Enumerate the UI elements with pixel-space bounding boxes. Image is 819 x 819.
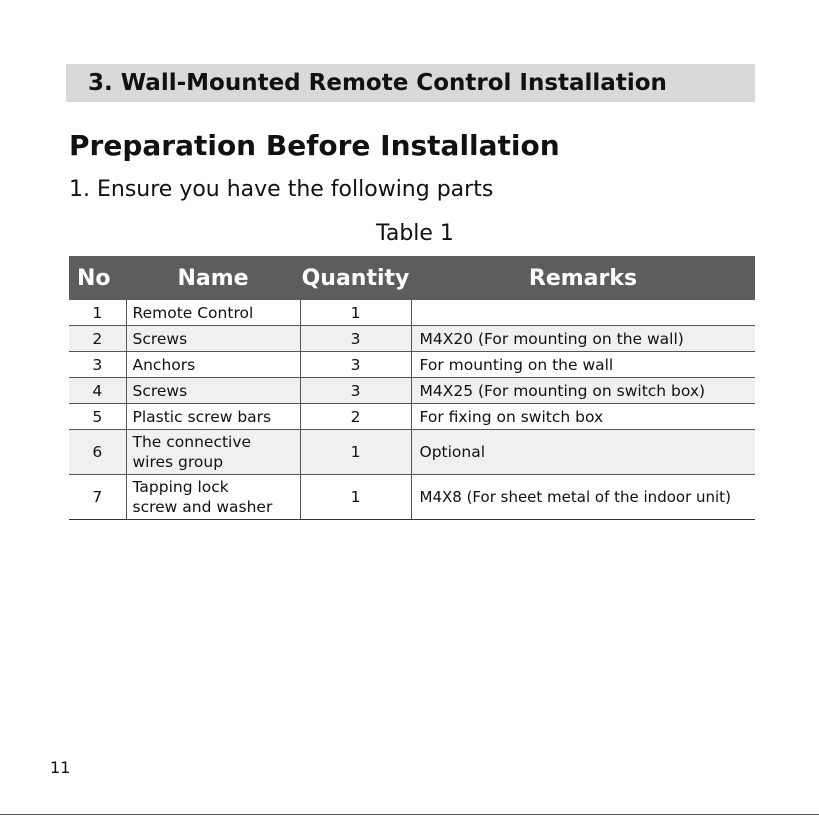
header-quantity: Quantity	[300, 256, 411, 300]
cell-remarks: M4X25 (For mounting on switch box)	[411, 378, 755, 404]
page-heading: Preparation Before Installation	[69, 129, 560, 162]
table-row	[69, 326, 755, 352]
table-row	[69, 378, 755, 404]
cell-no: 1	[69, 300, 126, 326]
cell-no: 6	[69, 430, 126, 475]
cell-remarks: M4X20 (For mounting on the wall)	[411, 326, 755, 352]
cell-quantity: 3	[300, 378, 411, 404]
table-header-row	[69, 256, 755, 300]
table-row	[69, 404, 755, 430]
cell-quantity: 1	[300, 475, 411, 520]
cell-name-line: wires group	[132, 453, 224, 471]
cell-name: Remote Control	[126, 300, 300, 326]
cell-quantity: 1	[300, 430, 411, 475]
cell-no: 3	[69, 352, 126, 378]
cell-name-line: screw and washer	[132, 498, 273, 516]
cell-remarks: M4X8 (For sheet metal of the indoor unit)	[411, 475, 755, 520]
cell-name: Screws	[126, 326, 300, 352]
cell-no: 5	[69, 404, 126, 430]
cell-name: Plastic screw bars	[126, 404, 300, 430]
step-1-text: 1. Ensure you have the following parts	[69, 177, 494, 202]
cell-remarks: Optional	[411, 430, 755, 475]
cell-remarks	[411, 300, 755, 326]
cell-quantity: 3	[300, 326, 411, 352]
header-no: No	[69, 256, 126, 300]
header-remarks: Remarks	[411, 256, 755, 300]
cell-no: 2	[69, 326, 126, 352]
header-name: Name	[126, 256, 300, 300]
cell-name: Anchors	[126, 352, 300, 378]
table-row	[69, 430, 755, 475]
cell-quantity: 1	[300, 300, 411, 326]
cell-remarks: For mounting on the wall	[411, 352, 755, 378]
table-row	[69, 352, 755, 378]
cell-quantity: 2	[300, 404, 411, 430]
cell-no: 7	[69, 475, 126, 520]
cell-quantity: 3	[300, 352, 411, 378]
section-title: 3. Wall-Mounted Remote Control Installation	[66, 64, 755, 102]
page-number: 11	[50, 758, 71, 777]
cell-name	[126, 475, 300, 520]
cell-remarks: For fixing on switch box	[411, 404, 755, 430]
cell-name-line: The connective	[132, 433, 252, 451]
table-row	[69, 300, 755, 326]
parts-table	[69, 256, 755, 520]
cell-name	[126, 430, 300, 475]
cell-name: Screws	[126, 378, 300, 404]
cell-name-line: Tapping lock	[132, 478, 229, 496]
cell-no: 4	[69, 378, 126, 404]
table-row	[69, 475, 755, 520]
bottom-divider	[0, 814, 819, 815]
table-caption: Table 1	[376, 221, 454, 246]
